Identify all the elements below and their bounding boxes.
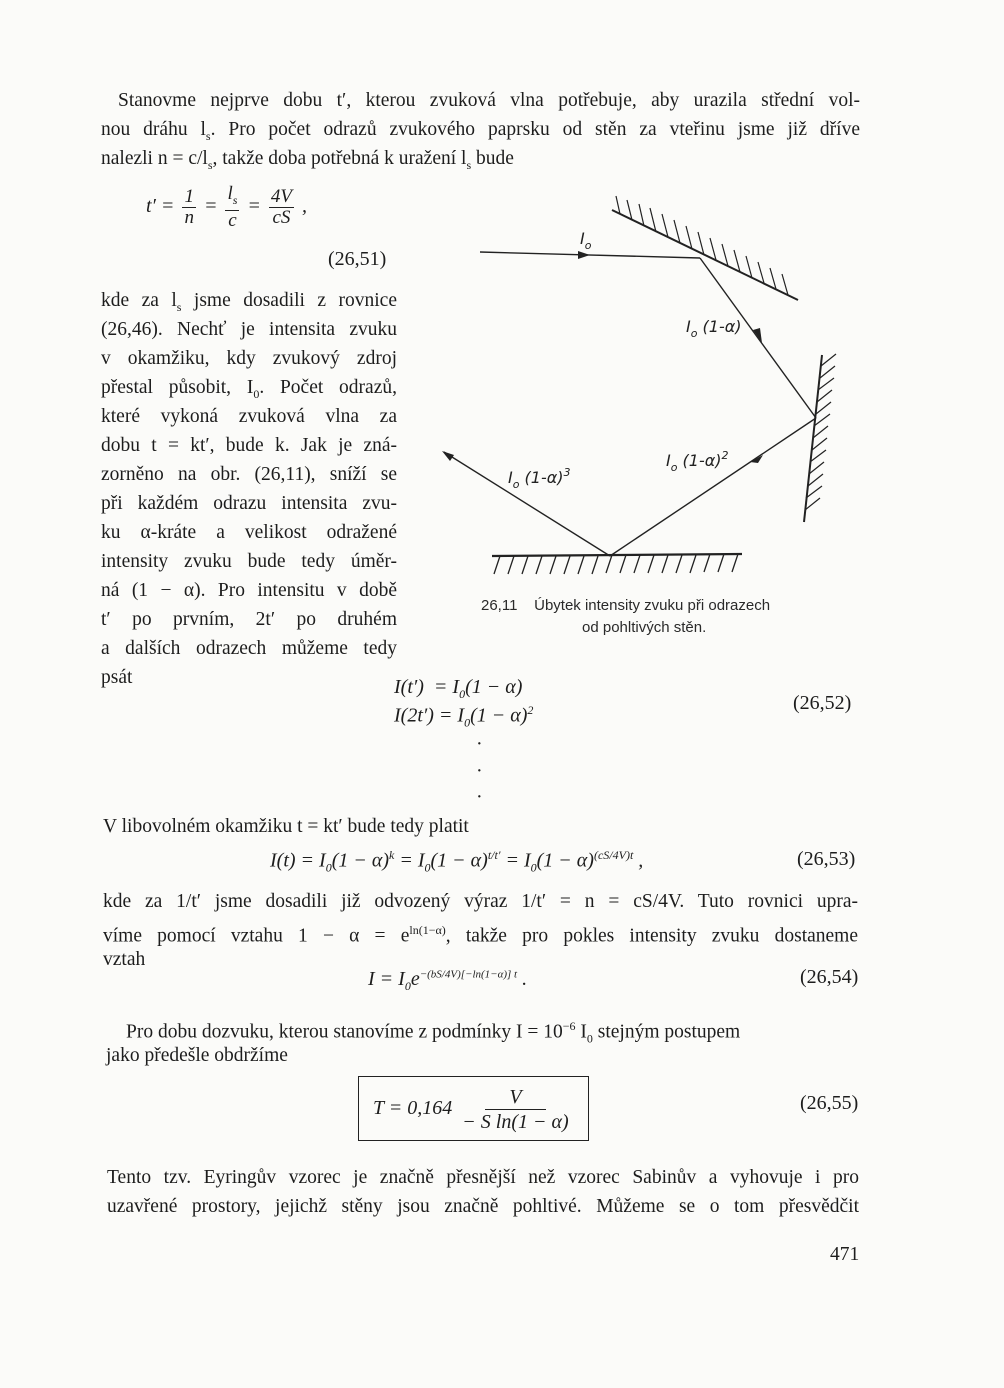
left-line-3: v okamžiku, kdy zvukový zdroj [101, 348, 397, 369]
left-line-1: kde za $l_s$ jsme dosadili z rovnice [101, 290, 397, 314]
sound-rays [444, 252, 816, 556]
continuation-dot-2: · [476, 760, 483, 782]
intro-line-1: Stanovme nejprve dobu t′, kterou zvuková vlna potřebuje, aby urazila střední vol- [118, 90, 860, 111]
equation-26-53: $I(t) = I_0(1 - \alpha)^k = I_0(1 - \alpha)^{t/t'} = I_0(1 - \alpha)^{(cS/4V)t}$ , [270, 848, 644, 875]
reflection-figure [420, 170, 880, 590]
para3-line-1: kde za 1/t′ jsme dosadili již odvozený výraz 1/t′ = n = cS/4V. Tuto rovnici upra- [103, 891, 858, 912]
para4-line-1: Pro dobu dozvuku, kterou stanovíme z podmínky $I = 10^{-6}$ $I_0$ stejným postupem [126, 1019, 741, 1046]
equation-26-54: $I = I_0e^{-(bS/4V)[-ln(1-\alpha)] t}$ . [368, 968, 528, 993]
left-line-2: (26,46). Nechť je intensita zvuku [101, 319, 397, 340]
equation-26-52-row-1: $I(t') = I_0(1 - \alpha)$ [394, 676, 523, 701]
equation-number-26-52: (26,52) [793, 692, 852, 714]
left-line-10: intensity zvuku bude tedy úměr- [101, 551, 397, 572]
intro-line-3: nalezli $n = c/l_s$, takže doba potřebná k uražení $l_s$ bude [101, 148, 514, 172]
figure-caption-line-2: od pohltivých stěn. [582, 619, 707, 636]
left-line-14: psát [101, 667, 133, 688]
para2-line-1: V libovolném okamžiku t = kt′ bude tedy platit [103, 816, 469, 837]
figure-caption-line-1: 26,11 Úbytek intensity zvuku při odrazech [481, 597, 771, 614]
equation-number-26-54: (26,54) [800, 966, 859, 988]
label-i0: $I_o$ [580, 229, 592, 252]
floor-absorbing-wall [492, 554, 742, 574]
left-line-7: zorněno na obr. (26,11), sníží se [101, 464, 397, 485]
equation-number-26-55: (26,55) [800, 1092, 859, 1114]
left-line-13: a dalších odrazech můžeme tedy [101, 638, 397, 659]
left-line-8: při každém odrazu intensita zvu- [101, 493, 397, 514]
right-absorbing-wall [804, 354, 836, 522]
upper-absorbing-wall [612, 196, 798, 300]
equation-26-52-row-2: $I(2t') = I_0(1 - \alpha)^2$ [394, 703, 534, 730]
label-i0-1-alpha: $I_o$ (1-α) [686, 317, 742, 340]
left-line-5: které vykoná zvuková vlna za [101, 406, 397, 427]
page-number: 471 [830, 1244, 860, 1265]
continuation-dot-1: · [476, 733, 483, 755]
equation-number-26-51: (26,51) [328, 248, 387, 270]
para4-line-2: jako předešle obdržíme [106, 1045, 288, 1066]
para5-line-2: uzavřené prostory, jejichž stěny jsou značně pohltivé. Můžeme se o tom přesvědčit [107, 1196, 859, 1217]
equation-26-51: t′ = $\frac{1}{n}$ = $\frac{l_s}{c}$ = $\frac{4V}{cS}$ , [146, 183, 307, 231]
left-line-12: t′ po prvním, 2t′ po druhém [101, 609, 397, 630]
intro-line-2: nou dráhu $l_s$. Pro počet odrazů zvukového paprsku od stěn za vteřinu jsme již dříve [101, 119, 860, 143]
para3-line-3: vztah [103, 949, 146, 970]
ray-arrowheads [442, 251, 763, 463]
equation-26-55-box: T = 0,164 $\frac{V}{\text{− S ln(1 − α)}}$ [358, 1076, 589, 1141]
left-line-9: ku α-kráte a velikost odražené [101, 522, 397, 543]
left-line-11: ná (1 − α). Pro intensitu v době [101, 580, 397, 601]
left-line-6: dobu t = kt′, bude k. Jak je zná- [101, 435, 397, 456]
left-line-4: přestal působit, $I_0$. Počet odrazů, [101, 377, 397, 401]
continuation-dot-3: · [476, 786, 483, 808]
equation-number-26-53: (26,53) [797, 848, 856, 870]
label-i0-1-alpha-sq: $I_o$ $(1-\alpha)^2$ [666, 449, 729, 474]
para5-line-1: Tento tzv. Eyringův vzorec je značně přesnější než vzorec Sabinův a vyhovuje i pro [107, 1167, 859, 1188]
para3-line-2: víme pomocí vztahu $1 - \alpha = e^{ln(1-\alpha)}$, takže pro pokles intensity zvuku dostaneme [103, 923, 858, 947]
label-i0-1-alpha-cube: $I_o$ $(1-\alpha)^3$ [508, 466, 571, 491]
